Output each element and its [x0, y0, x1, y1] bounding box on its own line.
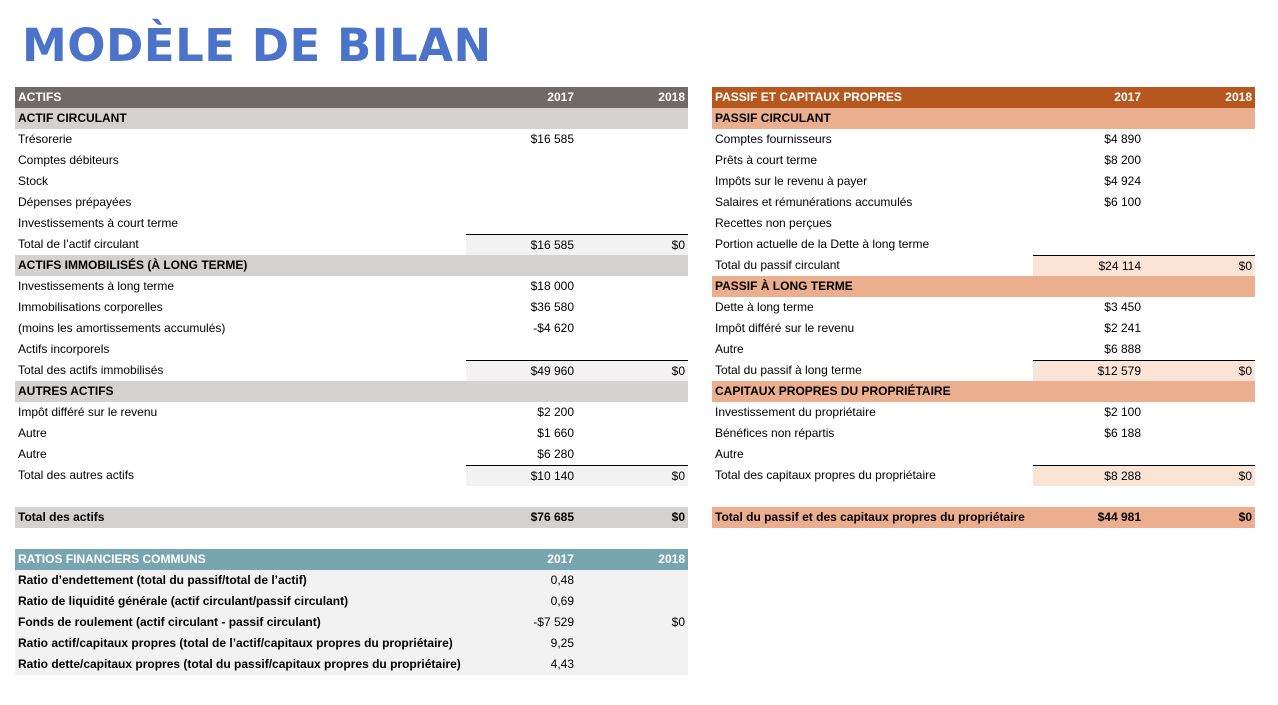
total-2017: $24 114	[1033, 255, 1144, 276]
row-label: Comptes débiteurs	[18, 153, 119, 167]
ratio-value-2017: 4,43	[550, 657, 574, 671]
value-2017[interactable]	[466, 339, 577, 360]
total-row	[712, 360, 1255, 381]
total-label: Total des actifs immobilisés	[18, 363, 164, 377]
value-2018[interactable]	[1144, 150, 1255, 171]
assets-header	[15, 87, 688, 108]
value-2018[interactable]	[1144, 213, 1255, 234]
table-row	[712, 150, 1255, 171]
row-label: Comptes fournisseurs	[715, 132, 832, 146]
year-2018-header: 2018	[1225, 90, 1252, 104]
value-2017[interactable]: $6 280	[537, 447, 574, 461]
value-2018[interactable]	[1144, 423, 1255, 444]
row-label: Autre	[715, 342, 744, 356]
spacer	[15, 486, 688, 507]
total-row	[15, 360, 688, 381]
value-2018[interactable]	[577, 276, 688, 297]
value-2017[interactable]	[466, 150, 577, 171]
value-2017[interactable]: $16 585	[530, 132, 574, 146]
total-label: Total du passif circulant	[715, 258, 840, 272]
value-2017[interactable]: $3 450	[1104, 300, 1141, 314]
value-2017[interactable]: $6 888	[1104, 342, 1141, 356]
ratio-label: Ratio d’endettement (total du passif/total de l’actif)	[18, 573, 307, 587]
ratio-value-2017: 0,69	[550, 594, 574, 608]
total-label: Total du passif à long terme	[715, 363, 862, 377]
value-2018[interactable]	[577, 171, 688, 192]
row-label: Autre	[18, 426, 47, 440]
row-label: Dépenses prépayées	[18, 195, 132, 209]
row-label: Recettes non perçues	[715, 216, 832, 230]
value-2018[interactable]	[577, 423, 688, 444]
table-row	[15, 192, 688, 213]
value-2017[interactable]	[1033, 234, 1144, 255]
table-row	[15, 318, 688, 339]
value-2018[interactable]	[577, 129, 688, 150]
row-label: Impôt différé sur le revenu	[715, 321, 855, 335]
total-label: Total des autres actifs	[18, 468, 135, 482]
table-row	[15, 129, 688, 150]
table-row	[15, 339, 688, 360]
value-2017[interactable]	[466, 192, 577, 213]
grand-total-label: Total des actifs	[18, 510, 105, 524]
section-header-long-term-liabilities	[712, 276, 1255, 297]
value-2017[interactable]	[1033, 444, 1144, 465]
year-2018-header: 2018	[658, 90, 685, 104]
row-label: Dette à long terme	[715, 300, 814, 314]
table-row	[15, 423, 688, 444]
ratios-table	[15, 549, 688, 675]
ratio-row	[15, 570, 688, 591]
ratio-value-2018: $0	[671, 615, 685, 629]
value-2017[interactable]: $8 200	[1104, 153, 1141, 167]
row-label: Immobilisations corporelles	[18, 300, 163, 314]
row-label: Trésorerie	[18, 132, 73, 146]
row-label: Stock	[18, 174, 49, 188]
table-row	[712, 234, 1255, 255]
table-row	[712, 192, 1255, 213]
value-2018[interactable]	[1144, 192, 1255, 213]
ratios-header-label: RATIOS FINANCIERS COMMUNS	[18, 552, 206, 566]
ratio-value-2018	[577, 591, 688, 612]
value-2017[interactable]: $1 660	[537, 426, 574, 440]
row-label: (moins les amortissements accumulés)	[18, 321, 226, 335]
value-2017[interactable]: $6 188	[1104, 426, 1141, 440]
row-label: Portion actuelle de la Dette à long terme	[715, 237, 930, 251]
section-label: ACTIF CIRCULANT	[18, 111, 127, 125]
table-row	[15, 171, 688, 192]
year-2017-header: 2017	[547, 90, 574, 104]
assets-header-label: ACTIFS	[18, 90, 62, 104]
section-label: CAPITAUX PROPRES DU PROPRIÉTAIRE	[715, 384, 951, 398]
row-label: Investissements à long terme	[18, 279, 175, 293]
liabilities-table	[712, 87, 1255, 528]
value-2018[interactable]	[1144, 402, 1255, 423]
ratio-row	[15, 633, 688, 654]
total-row	[712, 465, 1255, 486]
table-row	[15, 213, 688, 234]
total-2017: $10 140	[466, 465, 577, 486]
ratio-value-2017: 9,25	[550, 636, 574, 650]
section-label: ACTIFS IMMOBILISÉS (À LONG TERME)	[18, 258, 248, 272]
value-2018[interactable]	[1144, 444, 1255, 465]
row-label: Investissements à court terme	[18, 216, 179, 230]
section-header-owner-equity	[712, 381, 1255, 402]
value-2017[interactable]: $4 924	[1104, 174, 1141, 188]
assets-table	[15, 87, 688, 528]
ratio-label: Ratio actif/capitaux propres (total de l’actif/capitaux propres du propriétaire)	[18, 636, 453, 650]
value-2017[interactable]: $4 890	[1104, 132, 1141, 146]
row-label: Impôt différé sur le revenu	[18, 405, 158, 419]
section-label: PASSIF CIRCULANT	[715, 111, 831, 125]
value-2017[interactable]	[1033, 213, 1144, 234]
table-row	[712, 318, 1255, 339]
row-label: Impôts sur le revenu à payer	[715, 174, 868, 188]
value-2017[interactable]: $36 580	[530, 300, 574, 314]
row-label: Bénéfices non répartis	[715, 426, 835, 440]
total-2017: $49 960	[466, 360, 577, 381]
ratio-label: Fonds de roulement (actif circulant - passif circulant)	[18, 615, 321, 629]
value-2017[interactable]: -$4 620	[533, 321, 574, 335]
ratio-value-2017: 0,48	[550, 573, 574, 587]
total-row	[15, 465, 688, 486]
table-row	[15, 150, 688, 171]
ratio-row	[15, 591, 688, 612]
table-row	[15, 402, 688, 423]
section-label: PASSIF À LONG TERME	[715, 279, 853, 293]
value-2017[interactable]: $2 200	[537, 405, 574, 419]
grand-total-label: Total du passif et des capitaux propres du propriétaire	[715, 510, 1025, 524]
row-label: Investissement du propriétaire	[715, 405, 876, 419]
value-2018[interactable]	[1144, 234, 1255, 255]
value-2018[interactable]	[577, 297, 688, 318]
section-header-fixed-assets	[15, 255, 688, 276]
table-row	[712, 213, 1255, 234]
ratio-value-2018	[577, 654, 688, 675]
liabilities-header	[712, 87, 1255, 108]
ratio-row	[15, 612, 688, 633]
value-2018[interactable]	[1144, 339, 1255, 360]
value-2018[interactable]	[577, 318, 688, 339]
total-2018: $0	[577, 465, 688, 486]
ratio-row	[15, 654, 688, 675]
ratios-header	[15, 549, 688, 570]
total-2018: $0	[577, 360, 688, 381]
year-2017-header: 2017	[547, 552, 574, 566]
page-title: MODÈLE DE BILAN	[22, 19, 492, 72]
value-2017[interactable]	[466, 213, 577, 234]
value-2017[interactable]: $6 100	[1104, 195, 1141, 209]
ratio-label: Ratio de liquidité générale (actif circulant/passif circulant)	[18, 594, 349, 608]
value-2018[interactable]	[577, 339, 688, 360]
table-row	[712, 339, 1255, 360]
section-header-current-liabilities	[712, 108, 1255, 129]
total-row	[15, 234, 688, 255]
value-2018[interactable]	[577, 402, 688, 423]
year-2018-header: 2018	[658, 552, 685, 566]
value-2017[interactable]: $2 100	[1104, 405, 1141, 419]
total-2017: $12 579	[1033, 360, 1144, 381]
value-2017[interactable]	[466, 171, 577, 192]
row-label: Autre	[18, 447, 47, 461]
year-2017-header: 2017	[1114, 90, 1141, 104]
table-row	[712, 402, 1255, 423]
value-2018[interactable]	[1144, 318, 1255, 339]
total-row	[712, 255, 1255, 276]
grand-total-2018: $0	[671, 510, 685, 524]
ratio-label: Ratio dette/capitaux propres (total du passif/capitaux propres du propriétaire)	[18, 657, 461, 671]
spacer	[712, 486, 1255, 507]
total-2018: $0	[1144, 255, 1255, 276]
row-label: Actifs incorporels	[18, 342, 110, 356]
ratio-value-2017: -$7 529	[533, 615, 574, 629]
table-row	[15, 297, 688, 318]
value-2018[interactable]	[577, 192, 688, 213]
grand-total-2017: $76 685	[530, 510, 574, 524]
row-label: Salaires et rémunérations accumulés	[715, 195, 913, 209]
ratio-value-2018	[577, 633, 688, 654]
table-row	[712, 423, 1255, 444]
total-label: Total de l’actif circulant	[18, 237, 139, 251]
value-2018[interactable]	[577, 444, 688, 465]
table-row	[712, 444, 1255, 465]
total-2018: $0	[1144, 360, 1255, 381]
total-2017: $8 288	[1033, 465, 1144, 486]
table-row	[712, 171, 1255, 192]
ratio-value-2018	[577, 570, 688, 591]
value-2018[interactable]	[577, 150, 688, 171]
section-header-other-assets	[15, 381, 688, 402]
grand-total-2018: $0	[1238, 510, 1252, 524]
section-header-current-assets	[15, 108, 688, 129]
section-label: AUTRES ACTIFS	[18, 384, 114, 398]
liabilities-header-label: PASSIF ET CAPITAUX PROPRES	[715, 90, 902, 104]
value-2018[interactable]	[1144, 129, 1255, 150]
table-row	[712, 129, 1255, 150]
grand-total-row	[15, 507, 688, 528]
total-2018: $0	[577, 234, 688, 255]
row-label: Autre	[715, 447, 744, 461]
value-2018[interactable]	[577, 213, 688, 234]
value-2017[interactable]: $18 000	[530, 279, 574, 293]
value-2017[interactable]: $2 241	[1104, 321, 1141, 335]
total-2018: $0	[1144, 465, 1255, 486]
total-2017: $16 585	[466, 234, 577, 255]
grand-total-row	[712, 507, 1255, 528]
table-row	[15, 444, 688, 465]
grand-total-2017: $44 981	[1097, 510, 1141, 524]
total-label: Total des capitaux propres du propriétaire	[715, 468, 936, 482]
table-row	[712, 297, 1255, 318]
table-row	[15, 276, 688, 297]
row-label: Prêts à court terme	[715, 153, 818, 167]
value-2018[interactable]	[1144, 171, 1255, 192]
value-2018[interactable]	[1144, 297, 1255, 318]
